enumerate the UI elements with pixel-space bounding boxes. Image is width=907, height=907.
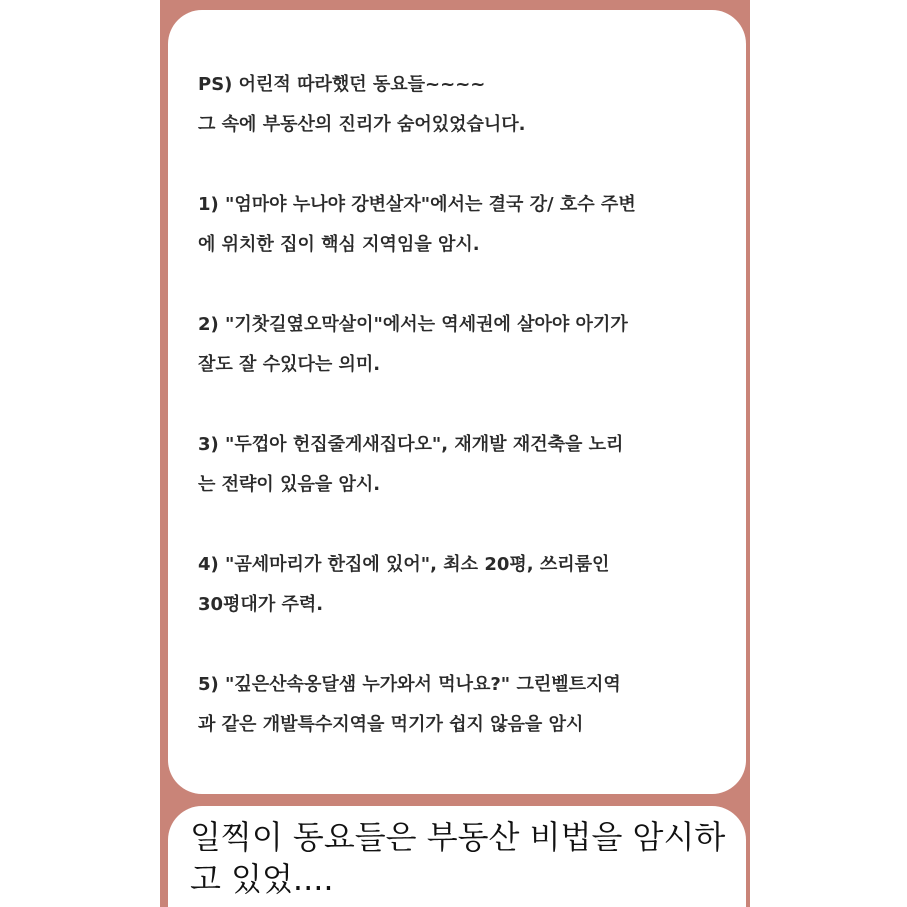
screenshot-frame <box>160 0 750 907</box>
post-body <box>198 65 728 785</box>
post-line: 30평대가 주력. <box>198 594 324 615</box>
post-line: PS) 어린적 따라했던 동요들~~~~ <box>198 74 486 95</box>
caption-line: 고 있었.... <box>190 860 334 898</box>
post-paragraph-intro <box>198 65 728 145</box>
post-line: 그 속에 부동산의 진리가 숨어있었습니다. <box>198 114 526 135</box>
caption-line: 일찍이 동요들은 부동산 비법을 암시하 <box>190 818 726 856</box>
post-paragraph-2 <box>198 305 728 385</box>
post-line: 에 위치한 집이 핵심 지역임을 암시. <box>198 234 480 255</box>
post-paragraph-1 <box>198 185 728 265</box>
post-line: 2) "기찻길옆오막살이"에서는 역세권에 살아야 아기가 <box>198 314 628 335</box>
post-paragraph-5 <box>198 665 728 745</box>
post-line: 과 같은 개발특수지역을 먹기가 쉽지 않음을 암시 <box>198 714 584 735</box>
post-line: 4) "곰세마리가 한집에 있어", 최소 20평, 쓰리룸인 <box>198 554 610 575</box>
post-line: 1) "엄마야 누나야 강변살자"에서는 결국 강/ 호수 주변 <box>198 194 636 215</box>
post-line: 3) "두껍아 헌집줄게새집다오", 재개발 재건축을 노리 <box>198 434 624 455</box>
post-line: 5) "깊은산속옹달샘 누가와서 먹나요?" 그린벨트지역 <box>198 674 621 695</box>
post-paragraph-3 <box>198 425 728 505</box>
post-card <box>168 10 746 794</box>
caption-card <box>168 806 746 907</box>
post-line: 는 전략이 있음을 암시. <box>198 474 381 495</box>
post-line: 잘도 잘 수있다는 의미. <box>198 354 381 375</box>
post-paragraph-4 <box>198 545 728 625</box>
caption-text <box>190 816 730 900</box>
